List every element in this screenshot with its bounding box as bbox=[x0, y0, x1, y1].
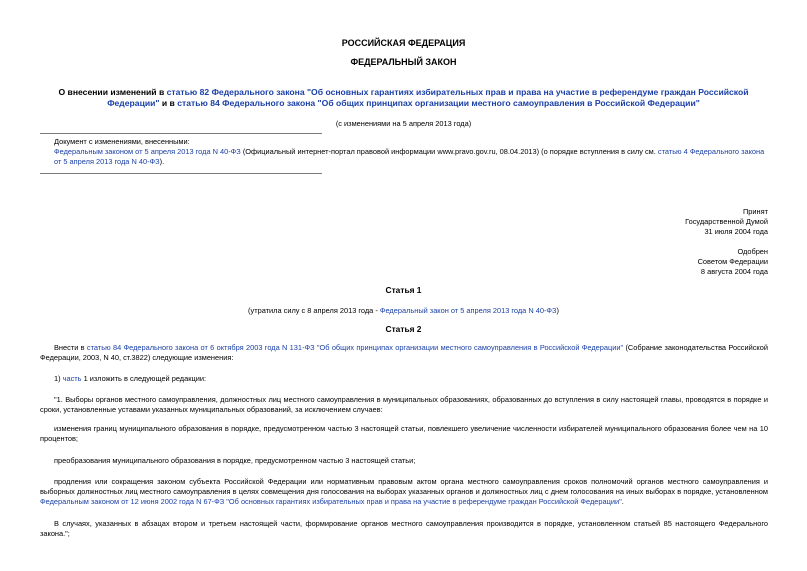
article-2-link-law-67fz[interactable]: Федеральным законом от 12 июня 2002 года N 67-ФЗ "Об основных гарантиях избирательных прав и права на участие в референдуме граждан Российской Федерации" bbox=[40, 496, 622, 506]
article-2-link-law-131fz[interactable]: статью 84 Федерального закона от 6 октября 2003 года N 131-ФЗ "Об общих принципах организации местного самоуправления в Российской Федерации" bbox=[86, 343, 624, 352]
adopted-by: Государственной Думой bbox=[685, 217, 768, 226]
article-1-repeal-note bbox=[0, 306, 807, 316]
title-link-article-84[interactable]: статью 84 Федерального закона "Об общих принципах организации местного самоуправления в Российской Федерации" bbox=[177, 98, 700, 109]
title-link-article-82[interactable]: статью 82 Федерального закона "Об основных гарантиях избирательных прав и права на участие в референдуме граждан Российской Федерации" bbox=[107, 87, 749, 109]
article-2-p2-post: 1 изложить в следующей редакции: bbox=[81, 374, 206, 383]
article-2-p6-pre: продления или сокращения законом субъекта Российской Федерации или нормативным правовым актом органа местного самоуправления сроков полномочий органов местного самоуправления и выборных должностных лиц местного самоуправления в целях совмещения дня голосования на выборах указанных органов и должностных лиц с днем голосования на иных выборах в порядке, установленном bbox=[40, 477, 768, 496]
adopted-date: 31 июля 2004 года bbox=[704, 227, 768, 236]
country-heading: РОССИЙСКАЯ ФЕДЕРАЦИЯ bbox=[341, 38, 466, 48]
article-1-note-pre: (утратила силу с 8 апреля 2013 года - bbox=[248, 306, 380, 315]
changes-text-1: (Официальный интернет-портал правовой информации www.pravo.gov.ru, 08.04.2013) (о порядке вступления в силу см. bbox=[240, 147, 658, 156]
changes-top-divider bbox=[40, 133, 322, 134]
title-middle: и в bbox=[159, 98, 178, 109]
approved-by: Советом Федерации bbox=[697, 257, 768, 266]
law-title bbox=[40, 87, 767, 109]
article-2-paragraph-5: преобразования муниципального образования в порядке, предусмотренном частью 3 настоящей статьи; bbox=[54, 456, 416, 465]
adopted-label: Принят bbox=[742, 207, 768, 216]
doc-type-heading: ФЕДЕРАЛЬНЫЙ ЗАКОН bbox=[350, 57, 457, 67]
article-2-paragraph-2 bbox=[40, 374, 768, 384]
changes-intro: Документ с изменениями, внесенными: bbox=[54, 137, 190, 146]
article-2-paragraph-6 bbox=[40, 477, 768, 507]
article-2-p1-pre: Внести в bbox=[54, 343, 87, 352]
article-2-p1-post: (Собрание законодательства Российской Федерации, 2003, N 40, ст.3822) следующие изменения: bbox=[40, 343, 768, 362]
article-2-p2-pre: 1) bbox=[54, 374, 63, 383]
changes-link-law-40fz[interactable]: Федеральным законом от 5 апреля 2013 года N 40-ФЗ bbox=[54, 147, 241, 156]
article-2-link-part[interactable]: часть bbox=[62, 374, 82, 383]
article-1-heading: Статья 1 bbox=[385, 285, 422, 295]
article-2-p6-post: . bbox=[621, 496, 624, 506]
approved-label: Одобрен bbox=[737, 247, 768, 256]
amendment-note: (с изменениями на 5 апреля 2013 года) bbox=[335, 119, 472, 128]
article-1-link-law-40fz[interactable]: Федеральный закон от 5 апреля 2013 года N 40-ФЗ bbox=[379, 306, 557, 315]
changes-text-2: ). bbox=[159, 156, 165, 166]
approved-date: 8 августа 2004 года bbox=[700, 267, 768, 276]
article-2-paragraph-4: изменения границ муниципального образования в порядке, предусмотренном частью 3 настоящей статьи, повлекшего увеличение численности избирателей муниципального образования более чем на 10 процентов; bbox=[40, 424, 768, 443]
title-prefix: О внесении изменений в bbox=[58, 87, 167, 97]
article-2-paragraph-7: В случаях, указанных в абзацах втором и третьем настоящей части, формирование органов местного самоуправления производится в порядке, установленном статьей 85 настоящего Федерального закона."; bbox=[40, 519, 768, 538]
article-1-note-post: ) bbox=[556, 306, 559, 315]
article-2-paragraph-1 bbox=[40, 343, 768, 363]
article-2-heading: Статья 2 bbox=[385, 324, 422, 334]
article-2-paragraph-3: "1. Выборы органов местного самоуправления, должностных лиц местного самоуправления в муниципальных образованиях, образованных до вступления в силу настоящей главы, проводятся в порядке и сроки, установленные уставами указанных муниципальных образований, за исключением случаев: bbox=[40, 395, 768, 414]
changes-details bbox=[54, 147, 768, 167]
changes-link-article-4[interactable]: статью 4 Федерального закона от 5 апреля 2013 года N 40-ФЗ bbox=[54, 147, 765, 166]
changes-bottom-divider bbox=[40, 173, 322, 174]
